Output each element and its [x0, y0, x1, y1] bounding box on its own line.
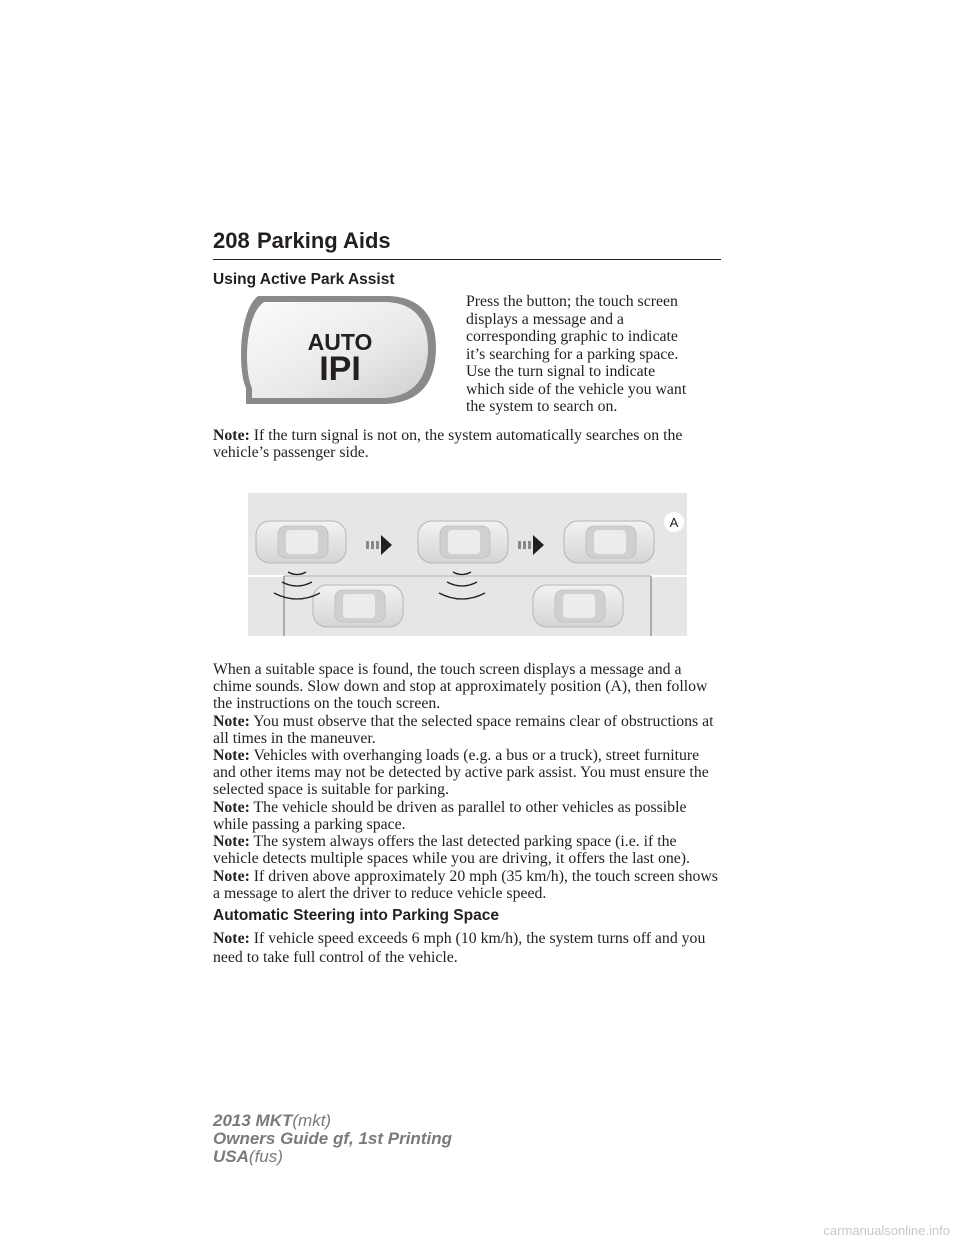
section-heading-automatic-steering: Automatic Steering into Parking Space — [213, 907, 499, 924]
print-footer — [213, 1112, 452, 1166]
note-obstructions — [213, 713, 723, 747]
note-label: Note: — [213, 713, 250, 730]
note-text: If vehicle speed exceeds 6 mph (10 km/h), the system turns off and you need to take full control of the vehicle. — [213, 930, 706, 966]
note-turn-signal — [213, 427, 723, 461]
note-label: Note: — [213, 833, 250, 850]
parked-car-right — [533, 585, 623, 627]
note-text: If driven above approximately 20 mph (35 km/h), the touch screen shows a message to alert the driver to reduce vehicle speed. — [213, 868, 718, 902]
note-text: The vehicle should be driven as parallel to other vehicles as possible while passing a parking space. — [213, 799, 687, 833]
parking-search-figure — [248, 493, 687, 636]
note-text: You must observe that the selected space remains clear of obstructions at all times in the maneuver. — [213, 713, 714, 747]
note-text: The system always offers the last detected parking space (i.e. if the vehicle detects multiple spaces while you are driving, it offers the last one). — [213, 833, 690, 867]
footer-market: USA — [213, 1147, 249, 1166]
footer-guide: Owners Guide gf, 1st Printing — [213, 1129, 452, 1148]
intro-line: corresponding graphic to indicate — [466, 328, 678, 345]
section-heading-active-park-assist: Using Active Park Assist — [213, 271, 395, 288]
note-parallel — [213, 799, 723, 833]
note-label: Note: — [213, 868, 250, 885]
footer-market-code: (fus) — [248, 1147, 283, 1166]
note-overhanging-loads — [213, 747, 723, 798]
intro-line: displays a message and a — [466, 310, 624, 328]
car-position-2 — [418, 521, 508, 563]
note-label: Note: — [213, 747, 250, 764]
note-text: Vehicles with overhanging loads (e.g. a bus or a truck), street furniture and other items may not be detected by active park assist. You must ensure the selected space is suitable for parking. — [213, 747, 709, 798]
note-text: If the turn signal is not on, the system automatically searches on the vehicle’s passenger side. — [213, 427, 683, 461]
auto-ipi-button-figure — [236, 292, 440, 412]
header-rule — [213, 259, 721, 260]
parked-car-left — [313, 585, 403, 627]
callout-a-label: A — [669, 515, 679, 530]
note-speed-alert — [213, 868, 723, 902]
intro-line: which side of the vehicle you want — [466, 380, 687, 398]
note-label: Note: — [213, 930, 250, 947]
note-speed-turn-off — [213, 930, 723, 967]
chapter-title: Parking Aids — [257, 228, 391, 253]
found-space-paragraph: When a suitable space is found, the touch screen displays a message and a chime sounds. Slow down and stop at approximately position (A), then follow the instructions on the touch screen. — [213, 661, 708, 712]
intro-paragraph — [466, 293, 726, 416]
page-number: 208 — [213, 228, 250, 253]
car-position-a — [564, 521, 654, 563]
intro-line: it’s searching for a parking space. — [466, 345, 679, 363]
note-label: Note: — [213, 427, 250, 444]
watermark: carmanualsonline.info — [823, 1223, 950, 1238]
button-label-ipi: IPI — [319, 350, 361, 388]
callout-a — [664, 512, 684, 532]
note-label: Note: — [213, 799, 250, 816]
intro-line: the system to search on. — [466, 398, 618, 415]
intro-line: Press the button; the touch screen — [466, 293, 678, 310]
car-position-1 — [256, 521, 346, 563]
footer-model-code: (mkt) — [292, 1111, 332, 1130]
intro-line: Use the turn signal to indicate — [466, 363, 656, 380]
footer-model: 2013 MKT — [213, 1111, 293, 1130]
button-label-auto: AUTO — [307, 329, 373, 355]
note-last-space — [213, 833, 723, 867]
